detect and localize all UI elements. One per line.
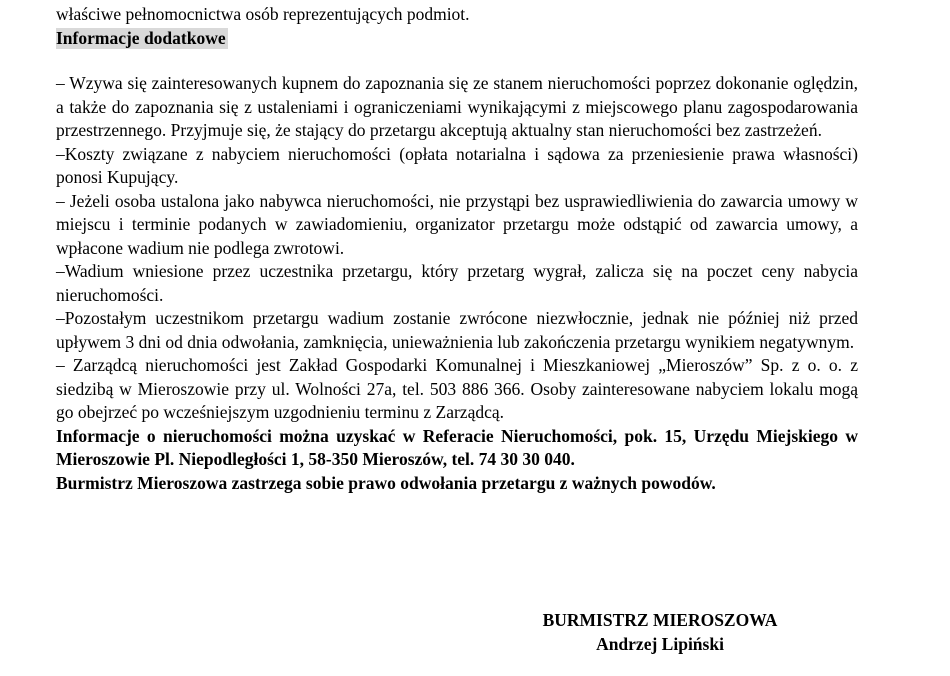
paragraph-withdrawal: – Jeżeli osoba ustalona jako nabywca nieruchomości, nie przystąpi bez usprawiedliwienia do zawarcia umowy w miejscu i terminie podanych w zawiadomieniu, organizator przetargu może odstąpić od zawarcia umowy, a wpłacone wadium nie podlega zwrotowi. bbox=[56, 190, 858, 258]
heading-row bbox=[56, 27, 858, 51]
signature-block bbox=[500, 609, 820, 656]
document-body bbox=[56, 0, 858, 495]
signature-title: BURMISTRZ MIEROSZOWA bbox=[542, 610, 778, 630]
paragraph-costs: –Koszty związane z nabyciem nieruchomości (opłata notarialna i sądowa za przeniesienie prawa własności) ponosi Kupujący. bbox=[56, 143, 858, 187]
paragraph-administrator: – Zarządcą nieruchomości jest Zakład Gospodarki Komunalnej i Mieszkaniowej „Mieroszów” Sp. z o. o. z siedzibą w Mieroszowie przy ul. Wolności 27a, tel. 503 886 366. Osoby zainteresowane nabyciem lokalu mogą go obejrzeć po wcześniejszym uzgodnieniu terminu z Zarządcą. bbox=[56, 355, 858, 422]
blank-line bbox=[56, 50, 858, 72]
paragraph-deposit-credit: –Wadium wniesione przez uczestnika przetargu, który przetarg wygrał, zalicza się na poczet ceny nabycia nieruchomości. bbox=[56, 261, 858, 305]
contact-info: Informacje o nieruchomości można uzyskać w Referacie Nieruchomości, pok. 15, Urzędu Miejskiego w Mieroszowie Pl. Niepodległości 1, 58-350 Mieroszów, tel. 74 30 30 040. bbox=[56, 425, 858, 469]
signature-name: Andrzej Lipiński bbox=[596, 633, 724, 654]
paragraph-deposit-return: –Pozostałym uczestnikom przetargu wadium zostanie zwrócone niezwłocznie, jednak nie później niż przed upływem 3 dni od dnia odwołania, zamknięcia, unieważnienia lub zakończenia przetargu wynikiem negatywnym. bbox=[56, 308, 858, 352]
intro-line: właściwe pełnomocnictwa osób reprezentujących podmiot. bbox=[56, 4, 470, 24]
paragraph-inspection: – Wzywa się zainteresowanych kupnem do zapoznania się ze stanem nieruchomości poprzez dokonanie oględzin, a także do zapoznania się z ustaleniami i ograniczeniami wynikającymi z miejscowego planu zagospodarowania przestrzennego. Przyjmuje się, że stający do przetargu akceptują aktualny stan nieruchomości bez zastrzeżeń. bbox=[56, 73, 858, 140]
reservation-note: Burmistrz Mieroszowa zastrzega sobie prawo odwołania przetargu z ważnych powodów. bbox=[56, 472, 716, 493]
section-heading: Informacje dodatkowe bbox=[56, 27, 226, 48]
